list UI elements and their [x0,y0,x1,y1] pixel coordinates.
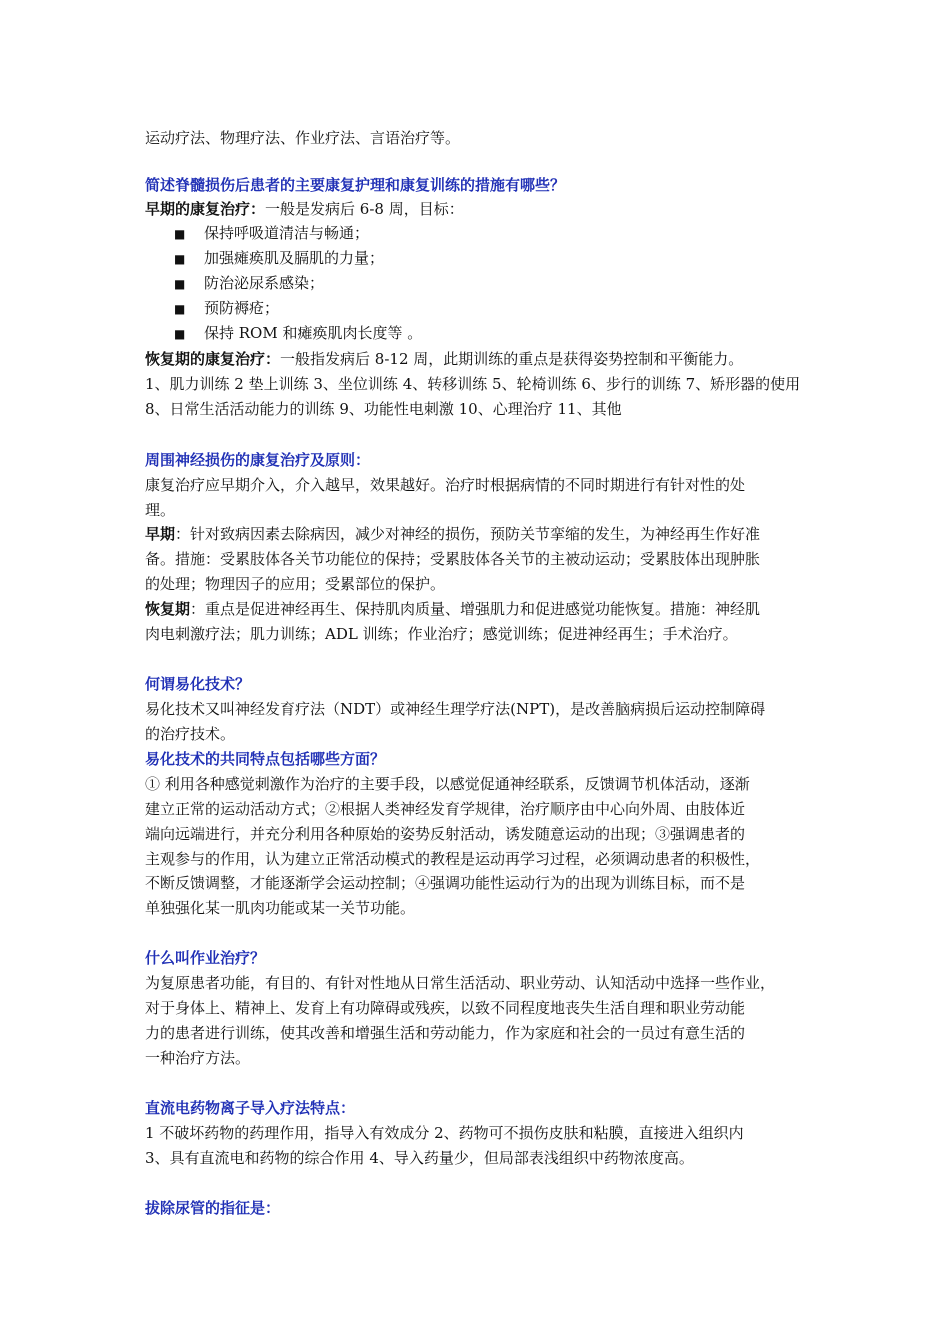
question-heading: 拔除尿管的指征是： [145,1199,281,1217]
paragraph-line: 主观参与的作用，认为建立正常活动模式的教程是运动再学习过程，必须调动患者的积极性， [145,850,761,868]
bold-label: 恢复期 [145,600,191,618]
paragraph-line: 肉电刺激疗法；肌力训练；ADL 训练；作业治疗；感觉训练；促进神经再生；手术治疗。 [145,625,738,643]
paragraph-line: 一种治疗方法。 [145,1049,251,1067]
bold-label: 早期 [145,525,176,543]
paragraph-line: 3、具有直流电和药物的综合作用 4、导入药量少，但局部表浅组织中药物浓度高。 [145,1149,694,1167]
paragraph-line: 备。措施：受累肢体各关节功能位的保持；受累肢体各关节的主被动运动；受累肢体出现肿胀 [145,550,761,568]
paragraph-line: 为复原患者功能，有目的、有针对性地从日常生活活动、职业劳动、认知活动中选择一些作业， [145,974,776,992]
list-item-text: 加强瘫痪肌及膈肌的力量； [204,249,385,267]
list-item-text: 防治泌尿系感染； [204,274,325,292]
bullet-square-icon: ■ [174,252,186,266]
text-run: ：针对致病因素去除病因，减少对神经的损伤，预防关节挛缩的发生，为神经再生作好准 [175,525,761,543]
bold-label: 早期的康复治疗： [145,200,266,218]
paragraph-line [145,198,464,220]
paragraph-line [145,348,743,370]
question-heading: 什么叫作业治疗？ [145,949,266,967]
question-heading: 何谓易化技术？ [145,675,251,693]
bullet-square-icon: ■ [174,227,186,241]
paragraph-line [145,523,760,545]
paragraph-line: 建立正常的运动活动方式；②根据人类神经发育学规律，治疗顺序由中心向外周、由肢体近 [145,800,746,818]
bold-label: 恢复期的康复治疗： [145,350,281,368]
paragraph-line: 易化技术又叫神经发育疗法（NDT）或神经生理学疗法(NPT)，是改善脑病损后运动控制障碍 [145,700,766,718]
paragraph-line: 1 不破坏药物的药理作用，指导入有效成分 2、药物可不损伤皮肤和粘膜，直接进入组织内 [145,1124,744,1142]
list-item [174,272,324,294]
question-heading: 简述脊髓损伤后患者的主要康复护理和康复训练的措施有哪些？ [145,176,566,194]
question-heading: 直流电药物离子导入疗法特点： [145,1099,356,1117]
paragraph-line: 对于身体上、精神上、发育上有功障碍或残疾，以致不同程度地丧失生活自理和职业劳动能 [145,999,746,1017]
paragraph-line: 8、日常生活活动能力的训练 9、功能性电刺激 10、心理治疗 11、其他 [145,400,622,418]
bullet-square-icon: ■ [174,327,186,341]
list-item [174,222,369,244]
paragraph-line: 端向远端进行，并充分利用各种原始的姿势反射活动，诱发随意运动的出现；③强调患者的 [145,825,746,843]
list-item [174,297,279,319]
paragraph-line: 康复治疗应早期介入，介入越早，效果越好。治疗时根据病情的不同时期进行有针对性的处 [145,476,746,494]
paragraph-line: 不断反馈调整，才能逐渐学会运动控制；④强调功能性运动行为的出现为训练目标，而不是 [145,874,746,892]
question-heading: 周围神经损伤的康复治疗及原则： [145,451,371,469]
list-item-text: 保持呼吸道清洁与畅通； [204,224,370,242]
paragraph-line: 1、肌力训练 2 垫上训练 3、坐位训练 4、转移训练 5、轮椅训练 6、步行的训练 7、矫形器的使用 [145,375,801,393]
paragraph-line: ① 利用各种感觉刺激作为治疗的主要手段，以感觉促通神经联系，反馈调节机体活动，逐渐 [145,775,750,793]
list-item [174,322,422,344]
question-heading: 易化技术的共同特点包括哪些方面？ [145,750,386,768]
paragraph-line: 理。 [145,501,176,519]
paragraph-line: 单独强化某一肌肉功能或某一关节功能。 [145,899,416,917]
bullet-square-icon: ■ [174,302,186,316]
text-run: ：重点是促进神经再生、保持肌肉质量、增强肌力和促进感觉功能恢复。措施：神经肌 [190,600,761,618]
text-run: 一般指发病后 8-12 周，此期训练的重点是获得姿势控制和平衡能力。 [280,350,744,368]
bullet-square-icon: ■ [174,277,186,291]
text-run: 一般是发病后 6-8 周，目标： [265,200,464,218]
list-item-text: 保持 ROM 和瘫痪肌肉长度等 。 [204,324,423,342]
paragraph-line: 的处理；物理因子的应用；受累部位的保护。 [145,575,446,593]
list-item-text: 预防褥疮； [204,299,280,317]
paragraph-line: 力的患者进行训练，使其改善和增强生活和劳动能力，作为家庭和社会的一员过有意生活的 [145,1024,746,1042]
paragraph-line: 的治疗技术。 [145,725,236,743]
paragraph-line [145,598,760,620]
intro-text: 运动疗法、物理疗法、作业疗法、言语治疗等。 [145,129,461,147]
list-item [174,247,384,269]
